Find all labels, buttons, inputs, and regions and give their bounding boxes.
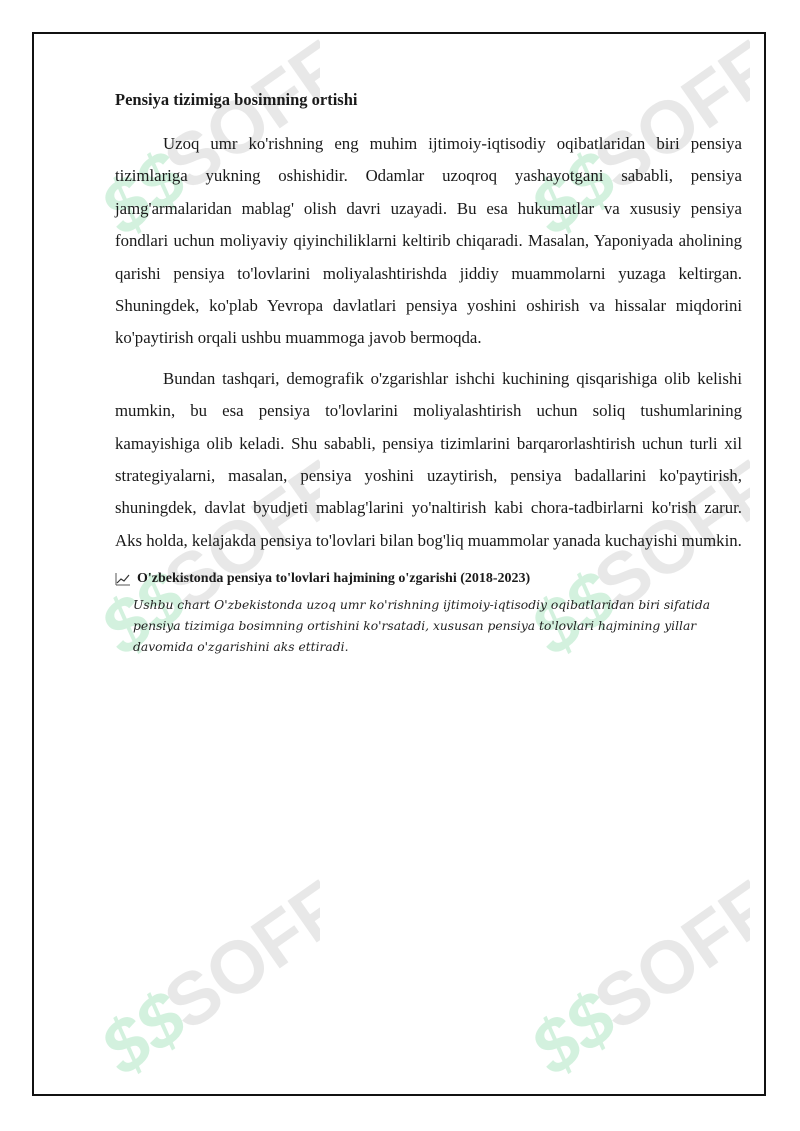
chart-title	[115, 571, 742, 587]
section-heading: Pensiya tizimiga bosimning ortishi	[115, 90, 358, 109]
chart-title-text: O'zbekistonda pensiya to'lovlari hajmining o'zgarishi (2018-2023)	[137, 571, 531, 587]
document-body	[115, 90, 742, 658]
paragraph: Bundan tashqari, demografik o'zgarishlar ishchi kuchining qisqarishiga olib kelishi mumkin, bu esa pensiya to'lovlarini moliyalashtirish uchun soliq tushumlarining kamayishiga olib keladi. Shu sababli, pensiya tizimlarini barqarorlashtirish uchun turli xil strategiyalarni, masalan, pensiya yoshini uzaytirish, pensiya badallarini ko'paytirish, shuningdek, davlat byudjeti mablag'larini yo'naltirish kabi chora-tadbirlarni ko'rish zarur. Aks holda, kelajakda pensiya to'lovlari bilan bog'liq muammolar yanada kuchayishi mumkin.	[115, 368, 742, 550]
chart-line-icon	[115, 572, 131, 586]
chart-caption: Ushbu chart O'zbekistonda uzoq umr ko'rishning ijtimoiy-iqtisodiy oqibatlaridan biri sifatida pensiya tizimiga bosimning ortishini ko'rsatadi, xususan pensiya to'lovlari hajmining yillar davomida o'zgarishini aks ettiradi.	[133, 598, 711, 655]
paragraph: Uzoq umr ko'rishning eng muhim ijtimoiy-iqtisodiy oqibatlaridan biri pensiya tizimlariga yukning oshishidir. Odamlar uzoqroq yashayotgani sababli, pensiya jamg'armalaridan mablag' olish davri uzayadi. Bu esa hukumatlar va xususiy pensiya fondlari uchun moliyaviy qiyinchiliklarni keltirib chiqaradi. Masalan, Yaponiyada aholining qarishi pensiya to'lovlarini moliyalashtirishda jiddiy muammolarni yuzaga keltirgan. Shuningdek, ko'plab Yevropa davlatlari pensiya yoshini oshirish va hissalar miqdorini ko'paytirish orqali ushbu muammoga javob bermoqda.	[115, 134, 742, 348]
